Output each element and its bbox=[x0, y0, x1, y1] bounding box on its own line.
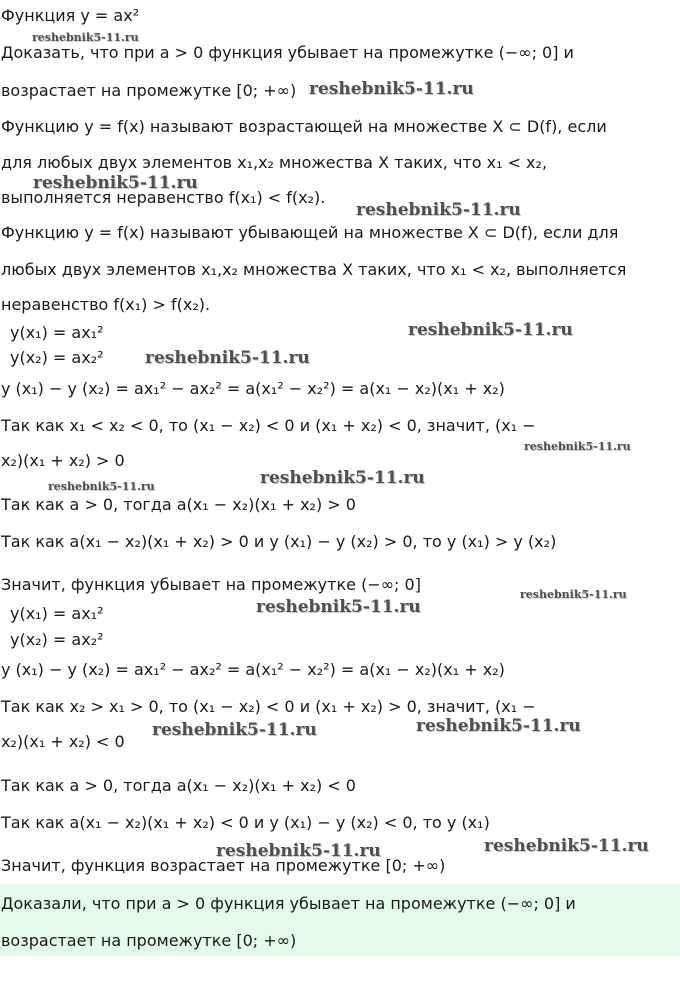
formula-line: y(x₂) = ax₂² bbox=[10, 630, 104, 649]
formula-line: y (x₁) − y (x₂) = ax₁² − ax₂² = a(x₁² − x₂²) = a(x₁ − x₂)(x₁ + x₂) bbox=[1, 379, 505, 398]
watermark: reshebnik5-11.ru bbox=[484, 836, 649, 856]
text-line: неравенство f(x₁) > f(x₂). bbox=[1, 295, 211, 314]
watermark: reshebnik5-11.ru bbox=[48, 480, 155, 493]
text-line: возрастает на промежутке [0; +∞) bbox=[1, 81, 297, 100]
watermark: reshebnik5-11.ru bbox=[145, 348, 310, 368]
watermark: reshebnik5-11.ru bbox=[216, 841, 381, 861]
page-title: Функция y = ax² bbox=[1, 6, 140, 25]
watermark: reshebnik5-11.ru bbox=[520, 588, 627, 601]
conclusion-line: возрастает на промежутке [0; +∞) bbox=[1, 931, 297, 950]
text-line: для любых двух элементов x₁,x₂ множества X таких, что x₁ < x₂, bbox=[1, 153, 548, 172]
watermark: reshebnik5-11.ru bbox=[309, 79, 474, 99]
watermark: reshebnik5-11.ru bbox=[152, 720, 317, 740]
watermark: reshebnik5-11.ru bbox=[408, 320, 573, 340]
text-line: Так как a > 0, тогда a(x₁ − x₂)(x₁ + x₂) > 0 bbox=[1, 495, 356, 514]
text-line: Так как a(x₁ − x₂)(x₁ + x₂) > 0 и y (x₁) − y (x₂) > 0, то y (x₁) > y (x₂) bbox=[1, 532, 557, 551]
watermark: reshebnik5-11.ru bbox=[416, 716, 581, 736]
text-line: x₂)(x₁ + x₂) < 0 bbox=[1, 732, 125, 751]
text-line: Функцию y = f(x) называют возрастающей на множестве X ⊂ D(f), если bbox=[1, 117, 607, 136]
watermark: reshebnik5-11.ru bbox=[524, 440, 631, 453]
text-line: Так как a > 0, тогда a(x₁ − x₂)(x₁ + x₂) < 0 bbox=[1, 776, 356, 795]
text-line: Функцию y = f(x) называют убывающей на множестве X ⊂ D(f), если для bbox=[1, 223, 619, 242]
watermark: reshebnik5-11.ru bbox=[356, 200, 521, 220]
watermark: reshebnik5-11.ru bbox=[32, 31, 139, 44]
text-line: выполняется неравенство f(x₁) < f(x₂). bbox=[1, 188, 326, 207]
text-line: Так как x₂ > x₁ > 0, то (x₁ − x₂) < 0 и (x₁ + x₂) > 0, значит, (x₁ − bbox=[1, 697, 536, 716]
text-line: Так как a(x₁ − x₂)(x₁ + x₂) < 0 и y (x₁) − y (x₂) < 0, то y (x₁) bbox=[1, 813, 490, 832]
formula-line: y (x₁) − y (x₂) = ax₁² − ax₂² = a(x₁² − x₂²) = a(x₁ − x₂)(x₁ + x₂) bbox=[1, 660, 505, 679]
text-line: x₂)(x₁ + x₂) > 0 bbox=[1, 451, 125, 470]
watermark: reshebnik5-11.ru bbox=[256, 597, 421, 617]
formula-line: y(x₁) = ax₁² bbox=[10, 604, 104, 623]
text-line: Доказать, что при a > 0 функция убывает на промежутке (−∞; 0] и bbox=[1, 43, 574, 62]
text-line: Так как x₁ < x₂ < 0, то (x₁ − x₂) < 0 и (x₁ + x₂) < 0, значит, (x₁ − bbox=[1, 416, 536, 435]
watermark: reshebnik5-11.ru bbox=[260, 468, 425, 488]
watermark: reshebnik5-11.ru bbox=[33, 173, 198, 193]
conclusion-line: Доказали, что при a > 0 функция убывает на промежутке (−∞; 0] и bbox=[1, 894, 576, 913]
text-line: Значит, функция возрастает на промежутке [0; +∞) bbox=[1, 856, 446, 875]
text-line: любых двух элементов x₁,x₂ множества X таких, что x₁ < x₂, выполняется bbox=[1, 260, 627, 279]
formula-line: y(x₁) = ax₁² bbox=[10, 323, 104, 342]
formula-line: y(x₂) = ax₂² bbox=[10, 348, 104, 367]
text-line: Значит, функция убывает на промежутке (−∞; 0] bbox=[1, 575, 421, 594]
